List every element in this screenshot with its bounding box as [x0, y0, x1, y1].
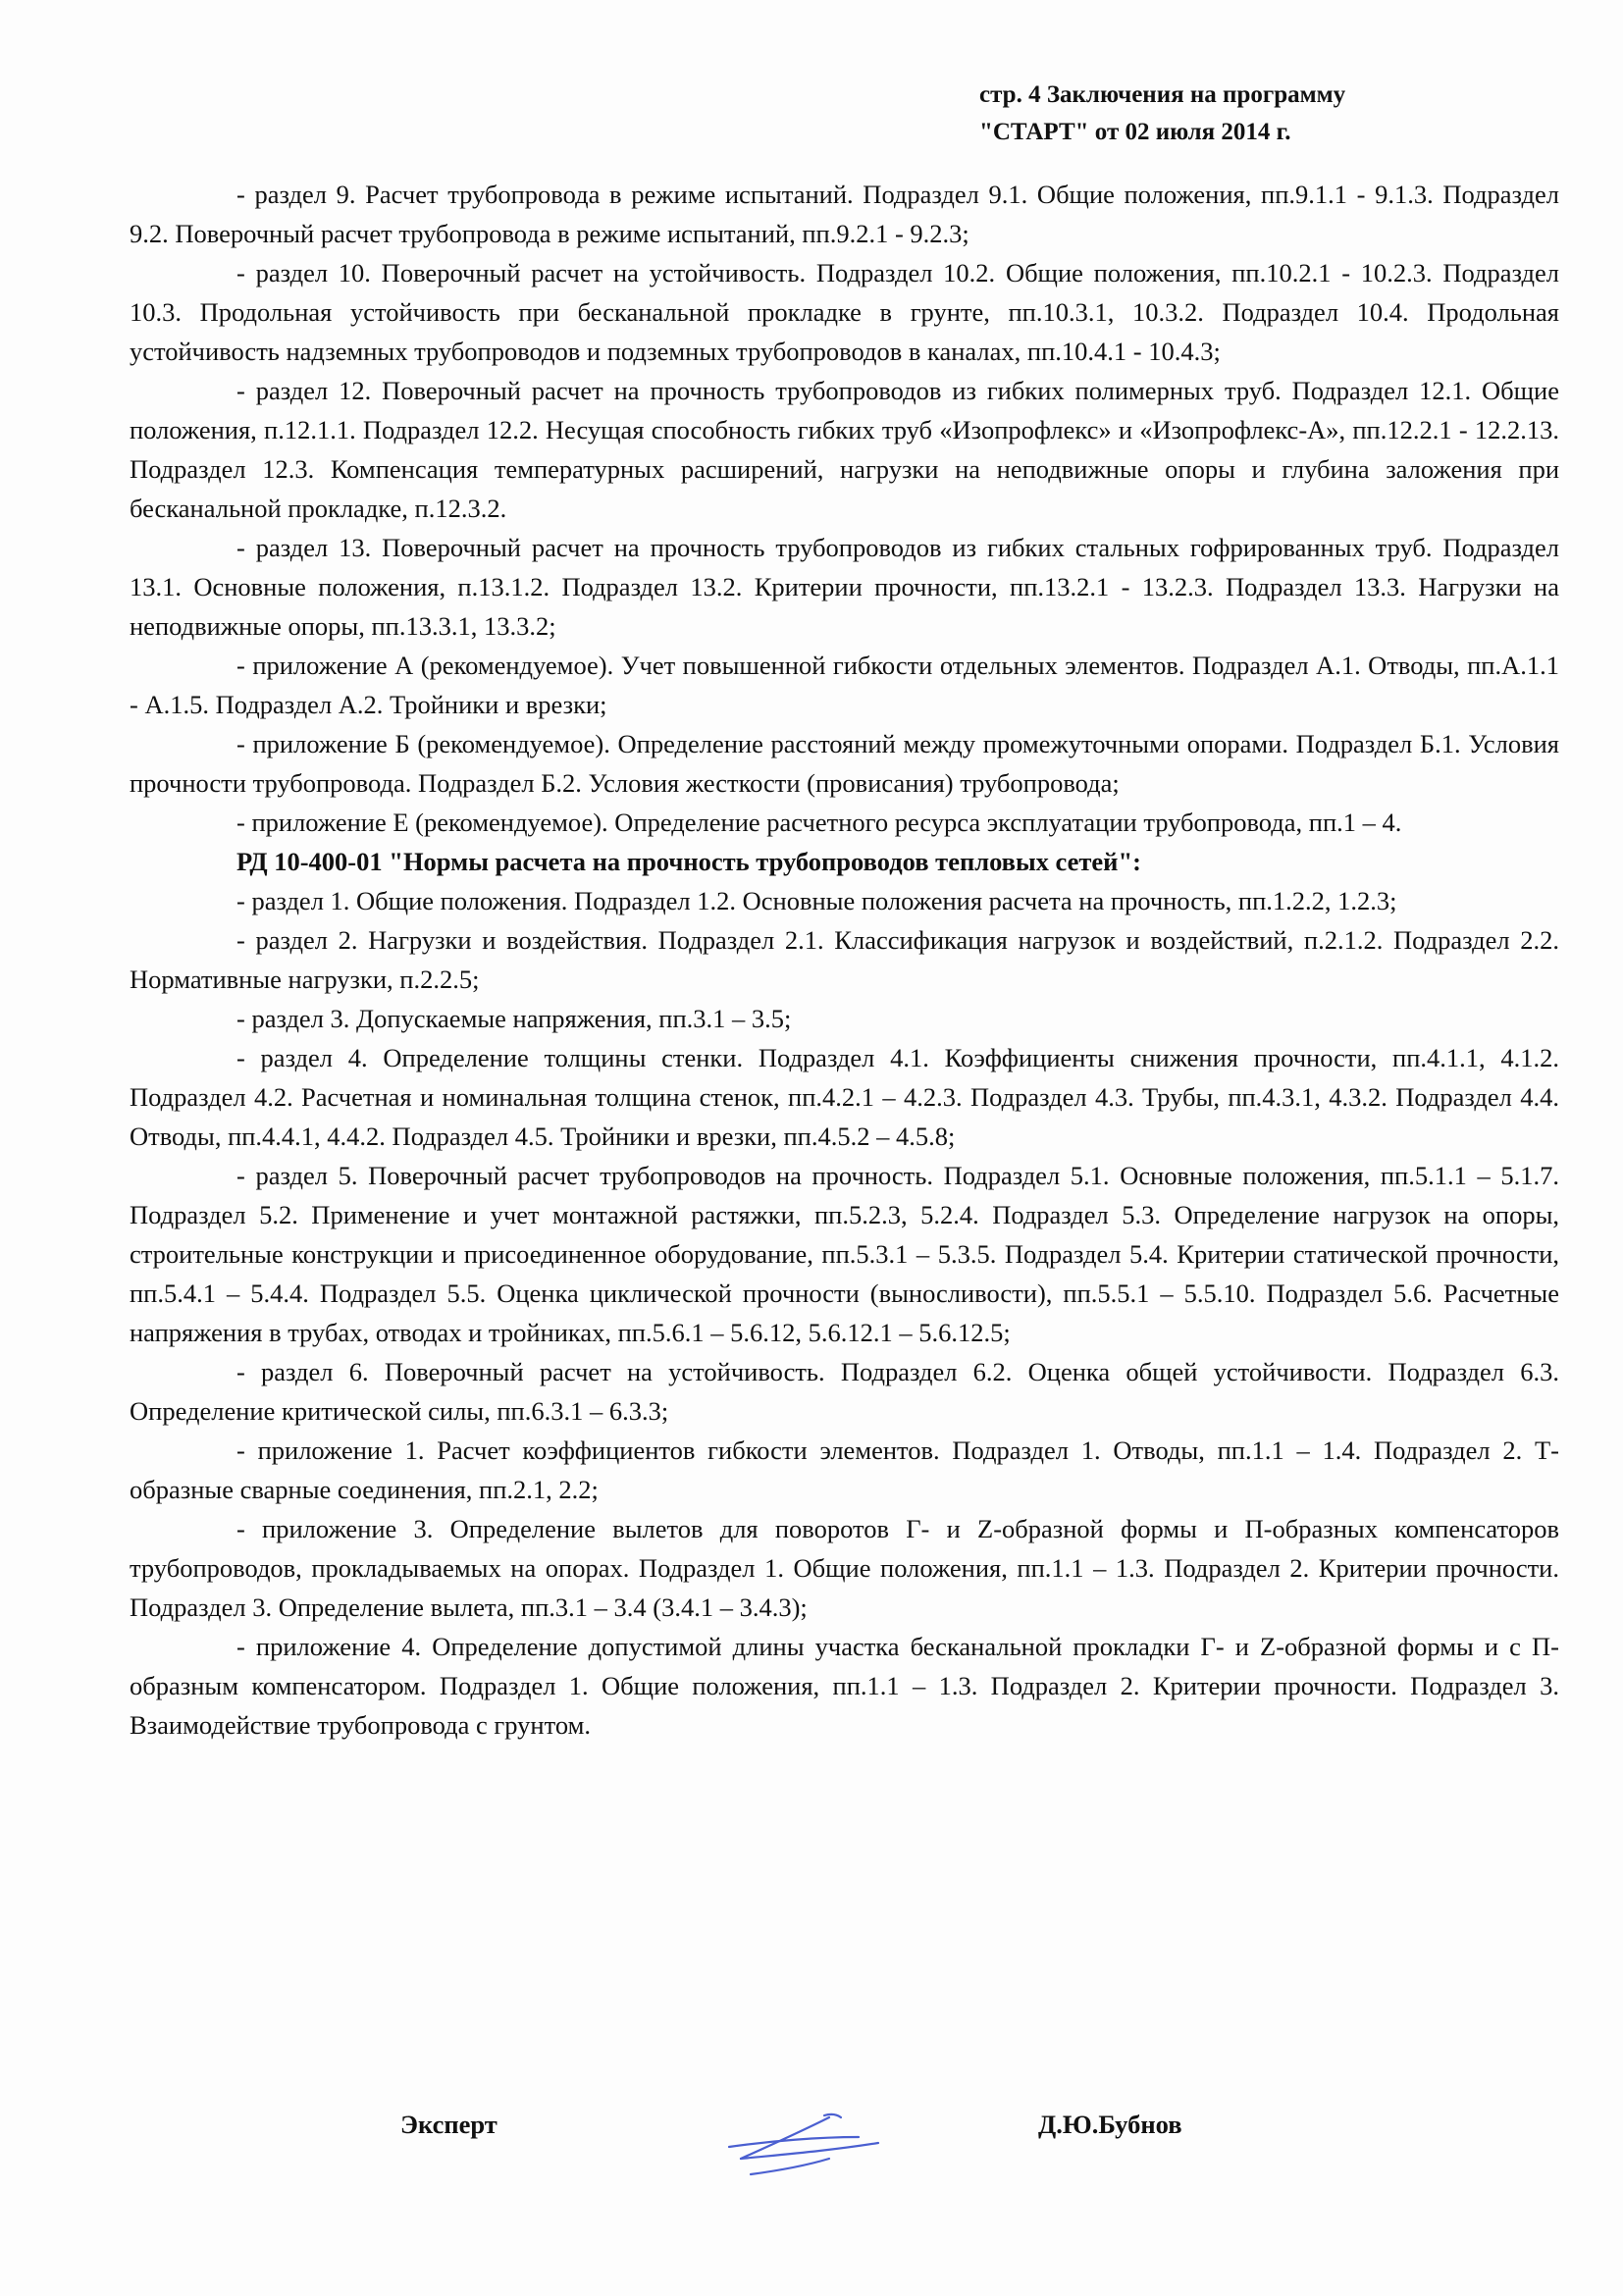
- signature-stroke: [741, 2143, 878, 2159]
- list-item: - раздел 4. Определение толщины стенки. Подраздел 4.1. Коэффициенты снижения прочности, пп.4.1.1, 4.1.2. Подраздел 4.2. Расчетная и номинальная толщина стенок, пп.4.2.1 – 4.2.3. Подраздел 4.3. Трубы, пп.4.3.1, 4.3.2. Подраздел 4.4. Отводы, пп.4.4.1, 4.4.2. Подраздел 4.5. Тройники и врезки, пп.4.5.2 – 4.5.8;: [130, 1043, 1559, 1151]
- signature-stroke: [729, 2137, 859, 2147]
- list-item: - раздел 6. Поверочный расчет на устойчивость. Подраздел 6.2. Оценка общей устойчивости. Подраздел 6.3. Определение критической силы, пп.6.3.1 – 6.3.3;: [130, 1357, 1559, 1426]
- list-item: - приложение Е (рекомендуемое). Определение расчетного ресурса эксплуатации трубопровода, пп.1 – 4.: [236, 808, 1402, 837]
- list-item: - приложение 3. Определение вылетов для поворотов Г- и Z-образной формы и П-образных компенсаторов трубопроводов, прокладываемых на опорах. Подраздел 1. Общие положения, пп.1.1 – 1.3. Подраздел 2. Критерии прочности. Подраздел 3. Определение вылета, пп.3.1 – 3.4 (3.4.1 – 3.4.3);: [130, 1514, 1559, 1622]
- list-item: - раздел 5. Поверочный расчет трубопроводов на прочность. Подраздел 5.1. Основные положения, пп.5.1.1 – 5.1.7. Подраздел 5.2. Применение и учет монтажной растяжки, пп.5.2.3, 5.2.4. Подраздел 5.3. Определение нагрузок на опоры, строительные конструкции и присоединенное оборудование, пп.5.3.1 – 5.3.5. Подраздел 5.4. Критерии статической прочности, пп.5.4.1 – 5.4.4. Подраздел 5.5. Оценка циклической прочности (выносливости), пп.5.5.1 – 5.5.10. Подраздел 5.6. Расчетные напряжения в трубах, отводах и тройниках, пп.5.6.1 – 5.6.12, 5.6.12.1 – 5.6.12.5;: [130, 1161, 1559, 1347]
- list-item: - приложение 4. Определение допустимой длины участка бесканальной прокладки Г- и Z-образной формы и с П-образным компенсатором. Подраздел 1. Общие положения, пп.1.1 – 1.3. Подраздел 2. Критерии прочности. Подраздел 3. Взаимодействие трубопровода с грунтом.: [130, 1632, 1559, 1740]
- page-header: [979, 77, 1529, 151]
- list-item: - приложение Б (рекомендуемое). Определение расстояний между промежуточными опорами. Подраздел Б.1. Условия прочности трубопровода. Подраздел Б.2. Условия жесткости (провисания) трубопровода;: [130, 729, 1559, 798]
- expert-label: Эксперт: [400, 2110, 497, 2139]
- list-item: - раздел 2. Нагрузки и воздействия. Подраздел 2.1. Классификация нагрузок и воздействий, п.2.1.2. Подраздел 2.2. Нормативные нагрузки, п.2.2.5;: [130, 925, 1559, 994]
- list-item: - раздел 3. Допускаемые напряжения, пп.3.1 – 3.5;: [236, 1004, 792, 1033]
- signature-stroke: [824, 2114, 841, 2117]
- expert-name: Д.Ю.Бубнов: [1038, 2110, 1182, 2139]
- header-line-2: "СТАРТ" от 02 июля 2014 г.: [979, 119, 1291, 145]
- list-item: - раздел 1. Общие положения. Подраздел 1.2. Основные положения расчета на прочность, пп.1.2.2, 1.2.3;: [236, 886, 1397, 915]
- list-item: - раздел 9. Расчет трубопровода в режиме испытаний. Подраздел 9.1. Общие положения, пп.9.1.1 - 9.1.3. Подраздел 9.2. Поверочный расчет трубопровода в режиме испытаний, пп.9.2.1 - 9.2.3;: [130, 180, 1559, 248]
- document-body: [130, 175, 1559, 1745]
- handwritten-signature: [711, 2080, 908, 2188]
- list-item: - раздел 12. Поверочный расчет на прочность трубопроводов из гибких полимерных труб. Подраздел 12.1. Общие положения, п.12.1.1. Подраздел 12.2. Несущая способность гибких труб «Изопрофлекс» и «Изопрофлекс-А», пп.12.2.1 - 12.2.13. Подраздел 12.3. Компенсация температурных расширений, нагрузки на неподвижные опоры и глубина заложения при бесканальной прокладке, п.12.3.2.: [130, 376, 1559, 523]
- list-item: - приложение А (рекомендуемое). Учет повышенной гибкости отдельных элементов. Подраздел А.1. Отводы, пп.А.1.1 - А.1.5. Подраздел А.2. Тройники и врезки;: [130, 651, 1559, 719]
- section-heading: РД 10-400-01 "Нормы расчета на прочность трубопроводов тепловых сетей":: [236, 847, 1141, 876]
- list-item: - раздел 13. Поверочный расчет на прочность трубопроводов из гибких стальных гофрированных труб. Подраздел 13.1. Основные положения, п.13.1.2. Подраздел 13.2. Критерии прочности, пп.13.2.1 - 13.2.3. Подраздел 13.3. Нагрузки на неподвижные опоры, пп.13.3.1, 13.3.2;: [130, 533, 1559, 641]
- list-item: - приложение 1. Расчет коэффициентов гибкости элементов. Подраздел 1. Отводы, пп.1.1 – 1.4. Подраздел 2. Т-образные сварные соединения, пп.2.1, 2.2;: [130, 1435, 1559, 1504]
- header-line-1: стр. 4 Заключения на программу: [979, 81, 1346, 108]
- signature-stroke: [751, 2159, 829, 2174]
- list-item: - раздел 10. Поверочный расчет на устойчивость. Подраздел 10.2. Общие положения, пп.10.2.1 - 10.2.3. Подраздел 10.3. Продольная устойчивость при бесканальной прокладке в грунте, пп.10.3.1, 10.3.2. Подраздел 10.4. Продольная устойчивость надземных трубопроводов и подземных трубопроводов в каналах, пп.10.4.1 - 10.4.3;: [130, 258, 1559, 366]
